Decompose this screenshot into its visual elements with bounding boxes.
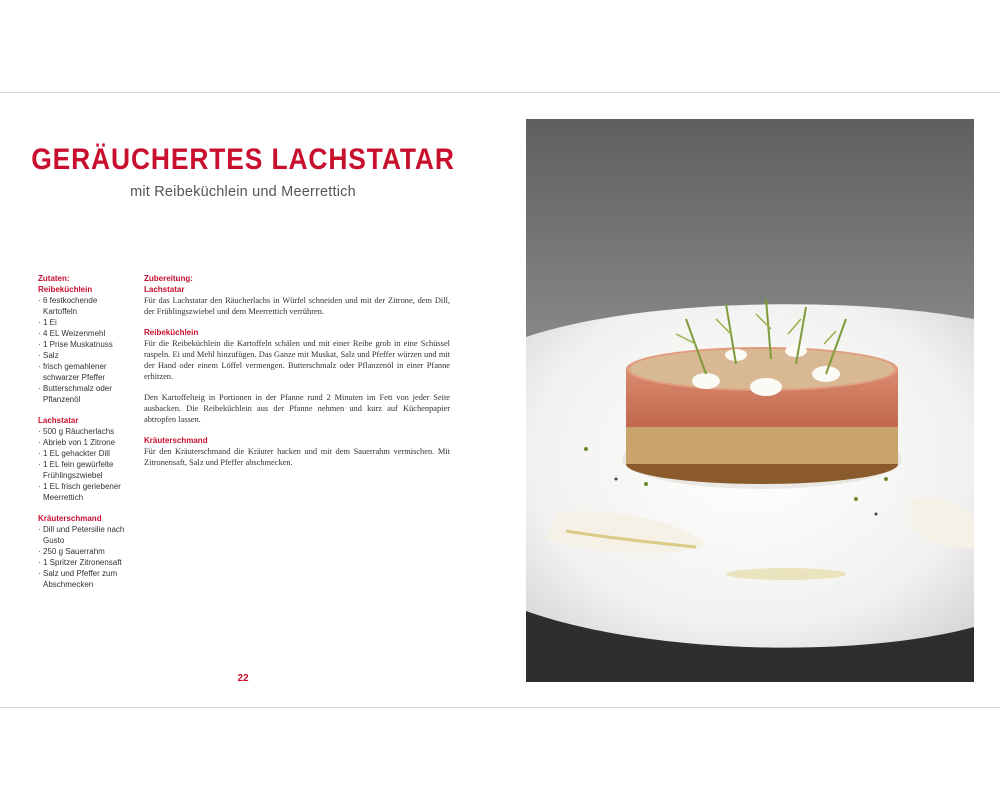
right-page xyxy=(500,93,1000,707)
ingredient-section-title: Reibeküchlein xyxy=(38,285,93,294)
ingredient-group-kraeuterschmand xyxy=(38,513,130,590)
left-page xyxy=(0,93,500,707)
ingredient-item: · 1 EL frisch geriebener Meerrettich xyxy=(38,481,130,503)
ingredient-item: · Salz und Pfeffer zum Abschmecken xyxy=(38,568,130,590)
recipe-subtitle: mit Reibeküchlein und Meerrettich xyxy=(130,184,356,200)
ingredient-item: · Butterschmalz oder Pflanzenöl xyxy=(38,383,130,405)
book-spread xyxy=(0,92,1000,708)
preparation-heading: Zubereitung: xyxy=(144,274,193,283)
ingredient-item: · 1 EL gehackter Dill xyxy=(38,448,130,459)
ingredient-item: · Salz xyxy=(38,350,130,361)
ingredient-section-title: Lachstatar xyxy=(38,416,79,425)
ingredient-list xyxy=(38,426,130,503)
ingredient-item: · Dill und Petersilie nach Gusto xyxy=(38,524,130,546)
ingredient-item: · 1 EL fein gewürfelte Frühlingszwiebel xyxy=(38,459,130,481)
recipe-title: GERÄUCHERTES LACHSTATAR xyxy=(31,143,455,176)
ingredient-item: · 4 EL Weizenmehl xyxy=(38,328,130,339)
ingredient-item: · 1 Ei xyxy=(38,317,130,328)
ingredient-item: · 6 festkochende Kartoffeln xyxy=(38,295,130,317)
preparation-column xyxy=(144,273,450,478)
ingredient-item: · 1 Prise Muskatnuss xyxy=(38,339,130,350)
page-number: 22 xyxy=(237,673,249,684)
ingredient-group-lachstatar xyxy=(38,415,130,503)
preparation-section-title: Kräuterschmand xyxy=(144,436,208,445)
ingredients-column xyxy=(38,273,130,600)
preparation-paragraph: Für den Kräuterschmand die Kräuter hacken und mit dem Sauerrahm vermischen. Mit Zitronensaft, Salz und Pfeffer abschmecken. xyxy=(144,447,450,467)
ingredient-item: · frisch gemahlener schwarzer Pfeffer xyxy=(38,361,130,383)
ingredient-list xyxy=(38,295,130,405)
ingredient-group-reibekuechlein xyxy=(38,284,130,405)
ingredient-item: · 1 Spritzer Zitronensaft xyxy=(38,557,130,568)
food-photo xyxy=(526,119,974,682)
preparation-section-title: Reibeküchlein xyxy=(144,328,199,337)
preparation-paragraph: Für das Lachstatar den Räucherlachs in Würfel schneiden und mit der Zitrone, dem Dill, der Frühlingszwiebel und dem Meerrettich verrühren. xyxy=(144,296,450,316)
ingredient-item: · 250 g Sauerrahm xyxy=(38,546,130,557)
preparation-section-title: Lachstatar xyxy=(144,285,185,294)
ingredients-heading: Zutaten: xyxy=(38,274,70,283)
ingredient-item: · 500 g Räucherlachs xyxy=(38,426,130,437)
ingredient-list xyxy=(38,524,130,590)
ingredient-section-title: Kräuterschmand xyxy=(38,514,102,523)
preparation-paragraph: Den Kartoffelteig in Portionen in der Pfanne rund 2 Minuten im Fett von jeder Seite ausbacken. Die Reibeküchlein aus der Pfanne nehmen und kurz auf Küchenpapier abtropfen lassen. xyxy=(144,393,450,424)
preparation-paragraph: Für die Reibeküchlein die Kartoffeln schälen und mit einer Reibe grob in eine Schüssel raspeln. Ei und Mehl hinzufügen. Das Ganze mit Muskat, Salz und Pfeffer würzen und mit der Hand oder einem Löffel vermengen. Butterschmalz oder Pflanzenöl in einer Pfanne erhitzen. xyxy=(144,339,450,381)
salmon-tartare-photo-illustration xyxy=(526,119,974,682)
ingredient-item: · Abrieb von 1 Zitrone xyxy=(38,437,130,448)
